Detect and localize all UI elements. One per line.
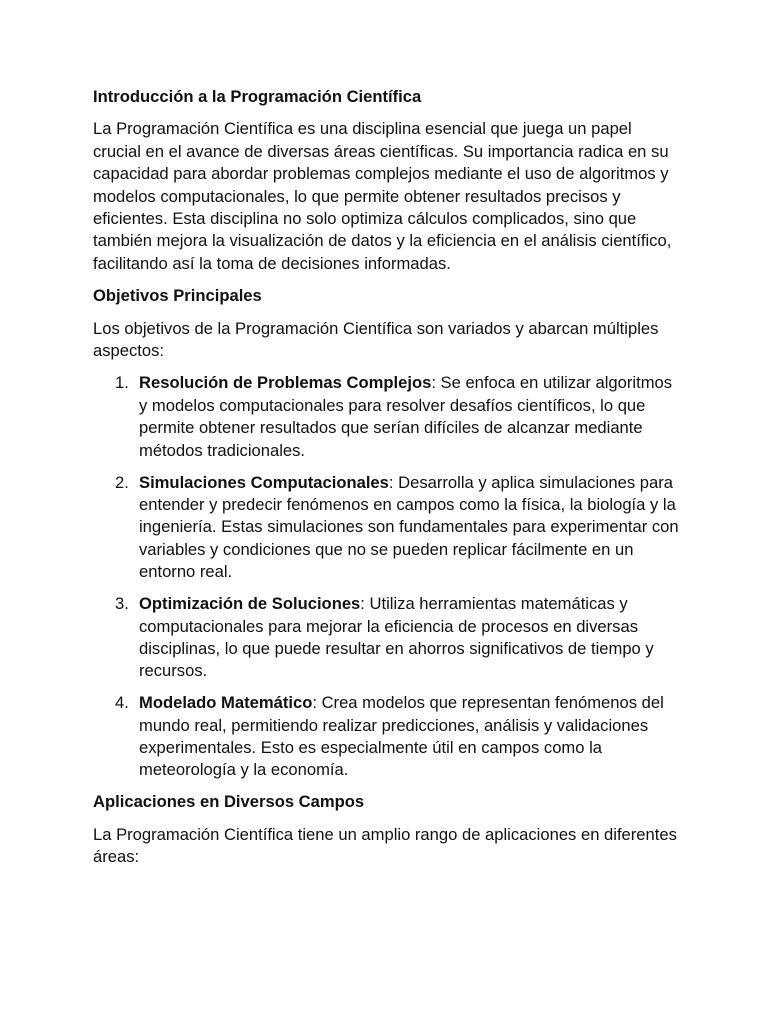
heading-applications: Aplicaciones en Diversos Campos (93, 792, 365, 812)
list-item-text: : Desarrolla y aplica simulaciones para entender y predecir fenómenos en campos como la física, la biología y la ingeniería. Estas simulaciones son fundamentales para experimentar con variables y condiciones que no se pueden replicar fácilmente en un entorno real. (139, 472, 679, 582)
heading-objectives: Objetivos Principales (93, 286, 262, 306)
list-item-title: Resolución de Problemas Complejos (139, 373, 432, 393)
objectives-list (93, 372, 682, 781)
list-item (93, 593, 682, 683)
list-number: 1. (115, 373, 129, 393)
paragraph-introduction: La Programación Científica es una disciplina esencial que juega un papel crucial en el avance de diversas áreas científicas. Su importancia radica en su capacidad para abordar problemas complejos mediante el uso de algoritmos y modelos computacionales, lo que permite obtener resultados precisos y eficientes. Esta disciplina no solo optimiza cálculos complicados, sino que también mejora la visualización de datos y la eficiencia en el análisis científico, facilitando así la toma de decisiones informadas. (93, 119, 672, 273)
list-item-title: Modelado Matemático (139, 693, 313, 713)
heading-introduction: Introducción a la Programación Científica (93, 87, 422, 106)
paragraph-objectives: Los objetivos de la Programación Científica son variados y abarcan múltiples aspectos: (93, 318, 659, 361)
list-item-text: : Crea modelos que representan fenómenos del mundo real, permitiendo realizar predicciones, análisis y validaciones experimentales. Esto es especialmente útil en campos como la meteorología y la economía. (139, 693, 664, 780)
list-number: 2. (115, 472, 129, 492)
list-number: 3. (115, 594, 129, 614)
paragraph-applications: La Programación Científica tiene un amplio rango de aplicaciones en diferentes áreas: (93, 824, 677, 867)
list-item-title: Simulaciones Computacionales (139, 472, 389, 492)
list-item-text: : Se enfoca en utilizar algoritmos y modelos computacionales para resolver desafíos científicos, lo que permite obtener resultados que serían difíciles de alcanzar mediante métodos tradicionales. (139, 373, 673, 460)
list-item (93, 372, 682, 462)
list-item (93, 692, 682, 782)
list-number: 4. (115, 693, 129, 713)
list-item-title: Optimización de Soluciones (139, 594, 361, 614)
list-item (93, 472, 682, 584)
list-item-text: : Utiliza herramientas matemáticas y computacionales para mejorar la eficiencia de procesos en diversas disciplinas, lo que puede resultar en ahorros significativos de tiempo y recursos. (139, 594, 654, 681)
